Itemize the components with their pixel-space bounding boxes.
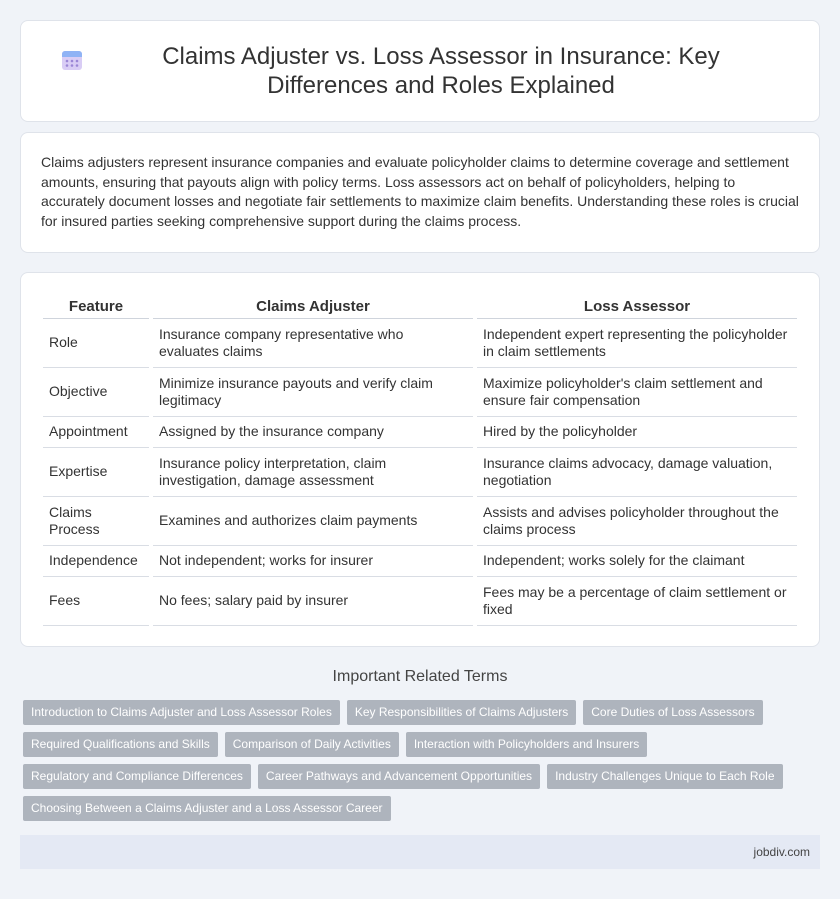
title-card	[20, 20, 820, 122]
related-term-tag[interactable]: Comparison of Daily Activities	[225, 732, 399, 757]
intro-paragraph: Claims adjusters represent insurance companies and evaluate policyholder claims to determine coverage and settlement amounts, ensuring that payouts align with policy terms. Loss assessors act on behalf of policyholders, helping to accurately document losses and negotiate fair settlements to maximize claim benefits. Understanding these roles is crucial for insured parties seeking comprehensive support during the claims process.	[41, 154, 799, 229]
row-claims-adjuster: Insurance company representative who evaluates claims	[153, 319, 473, 368]
footer	[20, 835, 820, 869]
row-claims-adjuster: Insurance policy interpretation, claim investigation, damage assessment	[153, 448, 473, 497]
row-feature: Fees	[43, 577, 149, 626]
related-term-tag[interactable]: Regulatory and Compliance Differences	[23, 764, 251, 789]
footer-site-link[interactable]: jobdiv.com	[753, 845, 810, 859]
row-claims-adjuster: Not independent; works for insurer	[153, 546, 473, 577]
row-loss-assessor: Assists and advises policyholder throughout the claims process	[477, 497, 797, 546]
related-terms-list	[23, 700, 823, 828]
header-loss-assessor: Loss Assessor	[477, 293, 797, 319]
table-row	[43, 497, 797, 546]
related-term-tag[interactable]: Career Pathways and Advancement Opportunities	[258, 764, 540, 789]
row-loss-assessor: Independent; works solely for the claimant	[477, 546, 797, 577]
related-term-tag[interactable]: Introduction to Claims Adjuster and Loss Assessor Roles	[23, 700, 340, 725]
row-loss-assessor: Independent expert representing the policyholder in claim settlements	[477, 319, 797, 368]
calendar-icon	[61, 49, 83, 71]
row-feature: Objective	[43, 368, 149, 417]
row-loss-assessor: Insurance claims advocacy, damage valuation, negotiation	[477, 448, 797, 497]
related-term-tag[interactable]: Required Qualifications and Skills	[23, 732, 218, 757]
related-term-tag[interactable]: Interaction with Policyholders and Insurers	[406, 732, 647, 757]
comparison-table-card	[20, 272, 820, 647]
related-term-tag[interactable]: Core Duties of Loss Assessors	[583, 700, 762, 725]
page-title: Claims Adjuster vs. Loss Assessor in Insurance: Key Differences and Roles Explained	[162, 43, 720, 99]
table-row	[43, 546, 797, 577]
row-feature: Independence	[43, 546, 149, 577]
row-claims-adjuster: Assigned by the insurance company	[153, 417, 473, 448]
row-claims-adjuster: Minimize insurance payouts and verify claim legitimacy	[153, 368, 473, 417]
row-claims-adjuster: Examines and authorizes claim payments	[153, 497, 473, 546]
table-row	[43, 417, 797, 448]
related-term-tag[interactable]: Industry Challenges Unique to Each Role	[547, 764, 782, 789]
row-loss-assessor: Fees may be a percentage of claim settlement or fixed	[477, 577, 797, 626]
header-claims-adjuster: Claims Adjuster	[153, 293, 473, 319]
row-claims-adjuster: No fees; salary paid by insurer	[153, 577, 473, 626]
intro-card	[20, 132, 820, 253]
related-term-tag[interactable]: Key Responsibilities of Claims Adjusters	[347, 700, 576, 725]
row-feature: Appointment	[43, 417, 149, 448]
row-feature: Expertise	[43, 448, 149, 497]
row-feature: Role	[43, 319, 149, 368]
row-loss-assessor: Maximize policyholder's claim settlement and ensure fair compensation	[477, 368, 797, 417]
row-loss-assessor: Hired by the policyholder	[477, 417, 797, 448]
table-row	[43, 368, 797, 417]
table-row	[43, 448, 797, 497]
related-term-tag[interactable]: Choosing Between a Claims Adjuster and a Loss Assessor Career	[23, 796, 391, 821]
row-feature: Claims Process	[43, 497, 149, 546]
header-feature: Feature	[43, 293, 149, 319]
table-row	[43, 577, 797, 626]
title-wrap	[61, 42, 779, 100]
table-row	[43, 319, 797, 368]
related-terms-title: Important Related Terms	[332, 668, 508, 685]
table-header-row	[43, 293, 797, 319]
comparison-table	[43, 293, 797, 626]
